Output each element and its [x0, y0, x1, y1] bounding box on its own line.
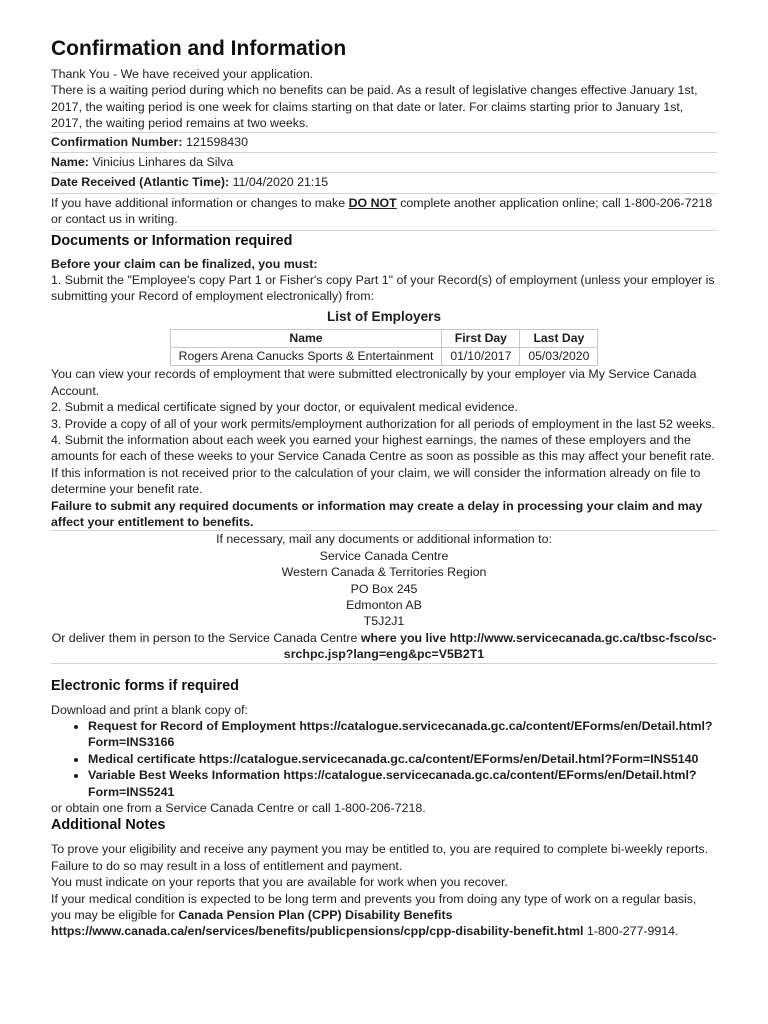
thank-you-text: Thank You - We have received your application. — [51, 67, 314, 81]
employer-name-cell: Rogers Arena Canucks Sports & Entertainment — [170, 348, 442, 366]
documents-heading: Documents or Information required — [51, 232, 293, 249]
changes-notice — [51, 193, 717, 230]
eforms-list — [51, 718, 717, 800]
mail-line-3: PO Box 245 — [350, 581, 418, 596]
name-label: Name: — [51, 155, 89, 170]
cpp-disability-link[interactable]: Canada Pension Plan (CPP) Disability Benefits https://www.canada.ca/en/services/benefits/publicpensions/cpp/cpp-disability-benefit.html — [51, 908, 584, 939]
confirmation-number-label: Confirmation Number: — [51, 134, 183, 149]
page-title: Confirmation and Information — [51, 37, 347, 60]
mail-address-block — [51, 530, 717, 662]
mail-intro: If necessary, mail any documents or additional information to: — [216, 532, 552, 547]
view-records-text: You can view your records of employment that were submitted electronically by your employer via My Service Canada Account. — [51, 367, 697, 398]
changes-text-pre: If you have additional information or changes to make — [51, 195, 349, 210]
table-row — [170, 348, 598, 366]
documents-section-header — [51, 230, 717, 256]
eforms-section — [51, 663, 717, 817]
documents-item-2: 2. Submit a medical certificate signed by your doctor, or equivalent medical evidence. — [51, 400, 518, 415]
notes-paragraph-2: You must indicate on your reports that you are available for work when you recover. — [51, 875, 508, 890]
eform-link-medical-certificate[interactable]: • Medical certificate https://catalogue.servicecanada.gc.ca/content/EForms/en/Detail.html?Form=INS5140 — [88, 751, 717, 767]
failure-warning: Failure to submit any required documents or information may create a delay in processing your claim and may affect your entitlement to benefits. — [51, 498, 703, 529]
confirmation-number-row — [51, 132, 717, 152]
employer-first-day-cell: 01/10/2017 — [442, 348, 520, 366]
documents-item-1: 1. Submit the "Employee's copy Part 1 or Fisher's copy Part 1" of your Record(s) of employment (unless your employer is submitting your Record of employment electronically) from: — [51, 273, 715, 304]
employer-last-day-cell: 05/03/2020 — [520, 348, 598, 366]
eforms-intro: Download and print a blank copy of: — [51, 702, 248, 717]
eforms-heading: Electronic forms if required — [51, 677, 239, 694]
mail-line-4: Edmonton AB — [346, 597, 422, 612]
waiting-period-text: There is a waiting period during which no benefits can be paid. As a result of legislative changes effective January 1st, 2017, the waiting period is one week for claims starting on that date or later. For claims starting prior to January 1st, 2017, the waiting period remains at two weeks. — [51, 83, 698, 131]
service-centre-link[interactable]: where you live http://www.servicecanada.gc.ca/tbsc-fsco/sc-srchpc.jsp?lang=eng&pc=V5B2T1 — [283, 630, 717, 662]
additional-notes-heading: Additional Notes — [51, 817, 166, 834]
mail-line-5: T5J2J1 — [363, 614, 405, 629]
additional-notes-section — [51, 816, 717, 939]
name-value: Vinicius Linhares da Silva — [92, 155, 234, 170]
notes-p3-post: 1-800-277-9914. — [583, 924, 679, 939]
changes-text-post: complete another application online; call 1-800-206-7218 or contact us in writing. — [51, 195, 713, 227]
do-not-emphasis: DO NOT — [348, 195, 397, 210]
eform-link-record-of-employment[interactable]: • Request for Record of Employment https://catalogue.servicecanada.gc.ca/content/EForms/en/Detail.html?Form=INS3166 — [88, 718, 717, 751]
deliver-in-person-text — [51, 630, 717, 663]
employers-col-last-day: Last Day — [520, 330, 598, 348]
before-finalized-text: Before your claim can be finalized, you must: — [51, 256, 318, 271]
confirmation-number-value: 121598430 — [185, 134, 248, 149]
employers-col-first-day: First Day — [442, 330, 520, 348]
employers-col-name: Name — [170, 330, 442, 348]
eform-link-variable-best-weeks[interactable]: • Variable Best Weeks Information https://catalogue.servicecanada.gc.ca/content/EForms/en/Detail.html?Form=INS5241 — [88, 767, 717, 800]
employers-table — [170, 329, 599, 366]
deliver-text-pre: Or deliver them in person to the Service Canada Centre — [51, 630, 361, 645]
date-received-value: 11/04/2020 21:15 — [232, 175, 329, 190]
date-received-row — [51, 172, 717, 192]
employers-title: List of Employers — [326, 308, 442, 324]
mail-line-1: Service Canada Centre — [319, 548, 449, 563]
eforms-obtain-text: or obtain one from a Service Canada Centre or call 1-800-206-7218. — [51, 801, 426, 816]
documents-item-3: 3. Provide a copy of all of your work permits/employment authorization for all periods of employment in the last 52 weeks. — [51, 416, 715, 431]
notes-p3-pre: If your medical condition is expected to be long term and prevents you from doing any type of work on a regular basis, you may be eligible for — [51, 891, 697, 923]
employers-header-row — [170, 330, 598, 348]
date-received-label: Date Received (Atlantic Time): — [51, 175, 230, 190]
notes-paragraph-1: To prove your eligibility and receive any payment you may be entitled to, you are required to complete bi-weekly reports. Failure to do so may result in a loss of entitlement and payment. — [51, 842, 709, 873]
notes-paragraph-3 — [51, 891, 717, 940]
name-row — [51, 152, 717, 172]
mail-line-2: Western Canada & Territories Region — [281, 565, 487, 580]
documents-item-4: 4. Submit the information about each week you earned your highest earnings, the names of these employers and the amounts for each of these weeks to your Service Canada Centre as soon as possible as this may affect your benefit rate. If this information is not received prior to the calculation of your claim, we will consider the information already on file to determine your benefit rate. — [51, 432, 715, 497]
